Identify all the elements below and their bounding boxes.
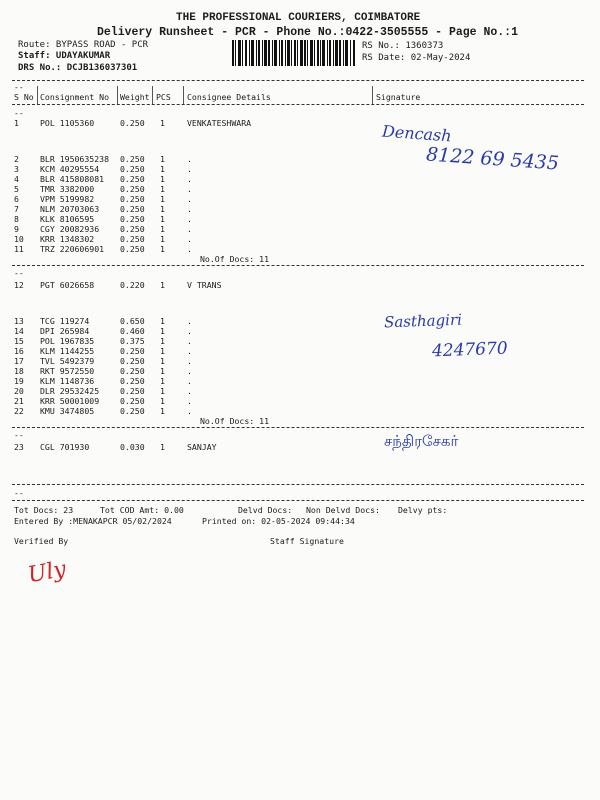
cell-sno: 5 [14, 184, 19, 194]
col-sno: S No [14, 92, 34, 102]
col-divider [183, 86, 184, 104]
table-row [0, 184, 600, 194]
col-weight: Weight [120, 92, 150, 102]
cell-weight: 0.250 [120, 406, 145, 416]
printed-on: Printed on: 02-05-2024 09:44:34 [202, 516, 355, 526]
cell-weight: 0.250 [120, 164, 145, 174]
table-row [0, 234, 600, 244]
cell-sno: 7 [14, 204, 19, 214]
runsheet-subtitle: Delivery Runsheet - PCR - Phone No.:0422-3505555 - Page No.:1 [97, 26, 518, 39]
cell-pcs: 1 [160, 376, 165, 386]
cell-consignment: BLR 1950635238 [40, 154, 110, 164]
cell-pcs: 1 [160, 346, 165, 356]
cell-pcs: 1 [160, 214, 165, 224]
cell-sno: 16 [14, 346, 24, 356]
cell-consignment: TCG 119274 [40, 316, 90, 326]
cell-pcs: 1 [160, 406, 165, 416]
cell-details: . [187, 204, 192, 214]
table-row [0, 194, 600, 204]
cell-consignment: BLR 415808081 [40, 174, 105, 184]
rule-stub: -- [14, 82, 24, 92]
group-rule [12, 265, 584, 266]
table-row [0, 376, 600, 386]
group-rule [12, 427, 584, 428]
cell-pcs: 1 [160, 280, 165, 290]
col-divider [117, 86, 118, 104]
rule-header-bottom [12, 104, 584, 105]
cell-sno: 6 [14, 194, 19, 204]
cell-consignment: KMU 3474805 [40, 406, 95, 416]
rule-top [12, 80, 584, 81]
cell-pcs: 1 [160, 386, 165, 396]
entered-by: Entered By :MENAKAPCR 05/02/2024 [14, 516, 172, 526]
cell-consignment: TRZ 220606901 [40, 244, 105, 254]
docs-count: No.Of Docs: 11 [200, 254, 270, 264]
cell-details: . [187, 164, 192, 174]
cell-consignment: POL 1967835 [40, 336, 95, 346]
delivered-docs: Delvd Docs: [238, 505, 293, 515]
cell-details: . [187, 366, 192, 376]
cell-details: . [187, 346, 192, 356]
cell-weight: 0.250 [120, 346, 145, 356]
staff-signature-label: Staff Signature [270, 536, 344, 546]
cell-details: . [187, 234, 192, 244]
cell-sno: 12 [14, 280, 24, 290]
cell-details: . [187, 194, 192, 204]
cell-consignment: KLM 1144255 [40, 346, 95, 356]
docs-count: No.Of Docs: 11 [200, 416, 270, 426]
cell-details: SANJAY [187, 442, 217, 452]
cell-pcs: 1 [160, 118, 165, 128]
drs-label: DRS No.: DCJB136037301 [18, 63, 138, 73]
cell-pcs: 1 [160, 224, 165, 234]
cell-weight: 0.250 [120, 224, 145, 234]
cell-pcs: 1 [160, 234, 165, 244]
table-row [0, 442, 600, 452]
cell-consignment: TVL 5492379 [40, 356, 95, 366]
cell-weight: 0.250 [120, 386, 145, 396]
cell-consignment: PGT 6026658 [40, 280, 95, 290]
cell-consignment: KRR 1348302 [40, 234, 95, 244]
rule-stub: -- [14, 108, 24, 118]
cell-weight: 0.250 [120, 184, 145, 194]
cell-consignment: DPI 265984 [40, 326, 90, 336]
col-signature: Signature [376, 92, 421, 102]
signature-name: Dencash [381, 121, 453, 146]
cell-details: . [187, 336, 192, 346]
table-row [0, 118, 600, 128]
table-row [0, 174, 600, 184]
cell-weight: 0.250 [120, 204, 145, 214]
cell-consignment: VPM 5199982 [40, 194, 95, 204]
table-row [0, 214, 600, 224]
cell-sno: 11 [14, 244, 24, 254]
col-divider [372, 86, 373, 104]
cell-sno: 1 [14, 118, 19, 128]
cell-pcs: 1 [160, 244, 165, 254]
cell-details: VENKATESHWARA [187, 118, 252, 128]
cell-weight: 0.250 [120, 234, 145, 244]
cell-consignment: NLM 20703063 [40, 204, 100, 214]
cell-pcs: 1 [160, 204, 165, 214]
cell-details: . [187, 376, 192, 386]
footer-rule [12, 500, 584, 501]
cell-sno: 14 [14, 326, 24, 336]
rule-stub: -- [14, 488, 24, 498]
cell-pcs: 1 [160, 194, 165, 204]
cell-weight: 0.030 [120, 442, 145, 452]
cell-consignment: KLM 1148736 [40, 376, 95, 386]
cell-weight: 0.250 [120, 174, 145, 184]
table-row [0, 346, 600, 356]
cell-pcs: 1 [160, 154, 165, 164]
cell-details: . [187, 396, 192, 406]
cell-sno: 15 [14, 336, 24, 346]
table-row [0, 280, 600, 290]
col-pcs: PCS [156, 92, 171, 102]
cell-sno: 23 [14, 442, 24, 452]
cell-sno: 3 [14, 164, 19, 174]
cell-sno: 2 [14, 154, 19, 164]
table-row [0, 204, 600, 214]
rule-stub: -- [14, 430, 24, 440]
cell-details: . [187, 174, 192, 184]
col-consignee: Consignee Details [187, 92, 271, 102]
route-label: Route: BYPASS ROAD - PCR [18, 40, 149, 50]
cell-consignment: CGY 20082936 [40, 224, 100, 234]
col-divider [37, 86, 38, 104]
cell-weight: 0.250 [120, 366, 145, 376]
table-row [0, 224, 600, 234]
cell-consignment: POL 1105360 [40, 118, 95, 128]
cell-pcs: 1 [160, 316, 165, 326]
cell-pcs: 1 [160, 174, 165, 184]
col-consignment: Consignment No [40, 92, 110, 102]
cell-details: . [187, 224, 192, 234]
cell-details: . [187, 244, 192, 254]
cell-sno: 4 [14, 174, 19, 184]
rule-stub: -- [14, 268, 24, 278]
cell-weight: 0.250 [120, 194, 145, 204]
cell-details: . [187, 326, 192, 336]
verifier-initials: Uly [26, 556, 68, 589]
cell-consignment: TMR 3382000 [40, 184, 95, 194]
cell-pcs: 1 [160, 326, 165, 336]
signature-name: சந்திரசேகர் [384, 432, 459, 450]
table-row [0, 336, 600, 346]
table-row [0, 366, 600, 376]
table-row [0, 244, 600, 254]
table-row [0, 386, 600, 396]
cell-pcs: 1 [160, 356, 165, 366]
cell-sno: 22 [14, 406, 24, 416]
cell-weight: 0.250 [120, 356, 145, 366]
total-docs: Tot Docs: 23 [14, 505, 74, 515]
rs-number: RS No.: 1360373 [362, 41, 444, 51]
cell-sno: 9 [14, 224, 19, 234]
signature-phone: 4247670 [431, 338, 509, 362]
cell-sno: 20 [14, 386, 24, 396]
cell-details: . [187, 184, 192, 194]
cell-details: . [187, 316, 192, 326]
cell-sno: 18 [14, 366, 24, 376]
table-row [0, 326, 600, 336]
cell-details: . [187, 386, 192, 396]
cell-sno: 10 [14, 234, 24, 244]
cell-pcs: 1 [160, 164, 165, 174]
cell-consignment: KLK 8106595 [40, 214, 95, 224]
cell-details: V TRANS [187, 280, 222, 290]
table-row [0, 406, 600, 416]
cell-consignment: RKT 9572550 [40, 366, 95, 376]
cell-sno: 17 [14, 356, 24, 366]
cell-pcs: 1 [160, 366, 165, 376]
col-divider [152, 86, 153, 104]
table-row [0, 396, 600, 406]
cell-details: . [187, 214, 192, 224]
delivery-points: Delvy pts: [398, 505, 448, 515]
group-rule [12, 484, 584, 485]
cell-consignment: CGL 701930 [40, 442, 90, 452]
barcode [232, 40, 356, 66]
non-delivered-docs: Non Delvd Docs: [306, 505, 380, 515]
cell-weight: 0.250 [120, 376, 145, 386]
cell-weight: 0.375 [120, 336, 145, 346]
cell-sno: 13 [14, 316, 24, 326]
cell-weight: 0.250 [120, 214, 145, 224]
cell-weight: 0.460 [120, 326, 145, 336]
cell-consignment: KCM 40295554 [40, 164, 100, 174]
verified-by: Verified By [14, 536, 69, 546]
cell-sno: 21 [14, 396, 24, 406]
table-row [0, 316, 600, 326]
cell-consignment: KRR 50001009 [40, 396, 100, 406]
cell-pcs: 1 [160, 396, 165, 406]
cell-consignment: DLR 29532425 [40, 386, 100, 396]
cell-pcs: 1 [160, 184, 165, 194]
cell-weight: 0.650 [120, 316, 145, 326]
total-cod: Tot COD Amt: 0.00 [100, 505, 184, 515]
cell-pcs: 1 [160, 442, 165, 452]
rs-date: RS Date: 02-May-2024 [362, 53, 471, 63]
cell-weight: 0.250 [120, 244, 145, 254]
cell-weight: 0.250 [120, 396, 145, 406]
cell-pcs: 1 [160, 336, 165, 346]
company-title: THE PROFESSIONAL COURIERS, COIMBATORE [176, 12, 421, 24]
cell-details: . [187, 406, 192, 416]
cell-weight: 0.220 [120, 280, 145, 290]
staff-label: Staff: UDAYAKUMAR [18, 51, 111, 61]
signature-name: Sasthagiri [383, 310, 463, 332]
signature-phone: 8122 69 5435 [425, 143, 560, 175]
cell-sno: 19 [14, 376, 24, 386]
cell-weight: 0.250 [120, 118, 145, 128]
cell-details: . [187, 154, 192, 164]
cell-details: . [187, 356, 192, 366]
cell-sno: 8 [14, 214, 19, 224]
table-row [0, 356, 600, 366]
cell-weight: 0.250 [120, 154, 145, 164]
